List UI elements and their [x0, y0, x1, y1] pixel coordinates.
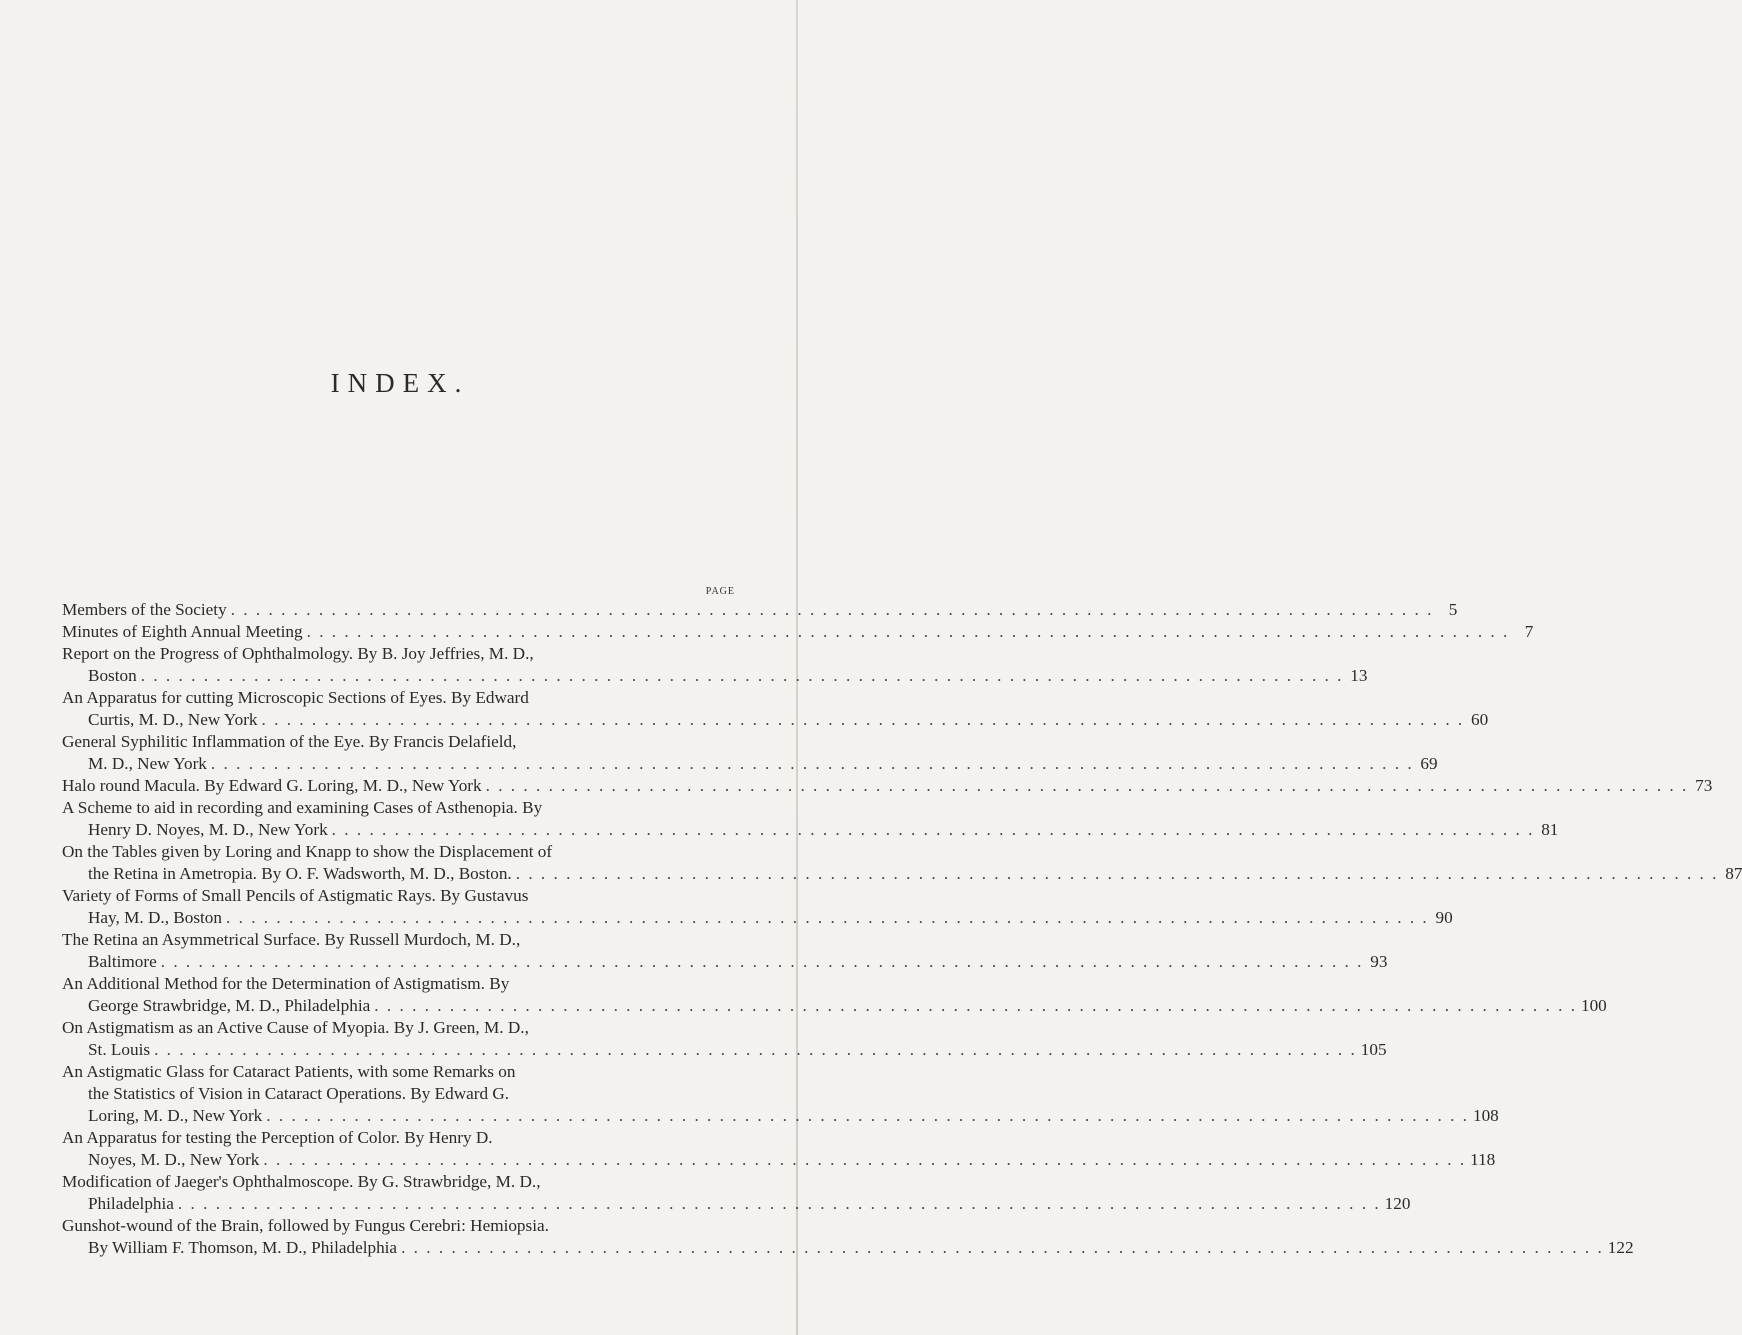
index-entry — [62, 621, 1534, 643]
entry-title: General Syphilitic Inflammation of the Eye. By Francis Delafield, — [62, 732, 517, 751]
entry-title: Report on the Progress of Ophthalmology. By B. Joy Jeffries, M. D., — [62, 644, 534, 663]
leader-dots — [332, 819, 1535, 841]
index-entry — [62, 1215, 1634, 1259]
index-entry — [62, 643, 1368, 687]
entry-page: 100 — [1580, 996, 1607, 1015]
entry-page: 87 — [1725, 864, 1742, 883]
entry-title: An Apparatus for testing the Perception of Color. By Henry D. — [62, 1128, 493, 1147]
entry-title: An Additional Method for the Determination of Astigmatism. By — [62, 974, 510, 993]
entry-author: By William F. Thomson, M. D., Philadelphia — [88, 1238, 398, 1257]
entry-page: 13 — [1350, 666, 1368, 685]
entry-title: On Astigmatism as an Active Cause of Myopia. By J. Green, M. D., — [62, 1018, 529, 1037]
leader-dots — [141, 665, 1344, 687]
page-column-label: PAGE — [705, 586, 735, 597]
index-entry — [62, 599, 1458, 621]
leader-dots — [401, 1237, 1604, 1259]
leader-dots — [262, 709, 1465, 731]
index-list — [62, 599, 1742, 1259]
entry-author: Henry D. Noyes, M. D., New York — [88, 820, 328, 839]
entry-page: 5 — [1448, 600, 1458, 619]
entry-author: M. D., New York — [88, 754, 207, 773]
index-entry — [62, 731, 1438, 775]
entry-author: Philadelphia — [88, 1194, 174, 1213]
index-entry — [62, 687, 1489, 731]
entry-title: Halo round Macula. By Edward G. Loring, M. D., New York — [62, 776, 482, 795]
entry-title: Variety of Forms of Small Pencils of Astigmatic Rays. By Gustavus — [62, 886, 529, 905]
index-entry — [62, 973, 1607, 1017]
leader-dots — [486, 775, 1689, 797]
entry-page: 122 — [1607, 1238, 1634, 1257]
entry-author: Baltimore — [88, 952, 157, 971]
index-entry — [62, 1171, 1411, 1215]
index-entry — [62, 1061, 1499, 1127]
entry-title: An Astigmatic Glass for Cataract Patients, with some Remarks on — [62, 1062, 516, 1081]
entry-author: Curtis, M. D., New York — [88, 710, 258, 729]
entry-title: Gunshot-wound of the Brain, followed by Fungus Cerebri: Hemiopsia. — [62, 1216, 549, 1235]
entry-author: the Retina in Ametropia. By O. F. Wadsworth, M. D., Boston. — [88, 864, 512, 883]
entry-page: 108 — [1472, 1106, 1499, 1125]
index-entry — [62, 1127, 1496, 1171]
index-entry — [62, 1017, 1387, 1061]
entry-page: 105 — [1360, 1040, 1387, 1059]
entry-title: A Scheme to aid in recording and examining Cases of Asthenopia. By — [62, 798, 543, 817]
entry-page: 81 — [1541, 820, 1559, 839]
page-title: INDEX. — [330, 368, 470, 398]
entry-title: Modification of Jaeger's Ophthalmoscope. By G. Strawbridge, M. D., — [62, 1172, 541, 1191]
entry-title: Minutes of Eighth Annual Meeting — [62, 622, 303, 641]
leader-dots — [266, 1105, 1469, 1127]
leader-dots — [178, 1193, 1381, 1215]
entry-page: 93 — [1370, 952, 1388, 971]
entry-page: 118 — [1470, 1150, 1496, 1169]
entry-author: George Strawbridge, M. D., Philadelphia — [88, 996, 371, 1015]
entry-page: 73 — [1695, 776, 1713, 795]
index-entry — [62, 885, 1453, 929]
entry-author: Hay, M. D., Boston — [88, 908, 222, 927]
index-entry — [62, 929, 1388, 973]
entry-page: 69 — [1420, 754, 1438, 773]
leader-dots — [516, 863, 1719, 885]
index-entry — [62, 797, 1559, 841]
entry-page: 60 — [1471, 710, 1489, 729]
leader-dots — [307, 621, 1510, 643]
leader-dots — [226, 907, 1429, 929]
entry-title-continued: the Statistics of Vision in Cataract Operations. By Edward G. — [88, 1084, 510, 1103]
entry-page: 120 — [1384, 1194, 1411, 1213]
leader-dots — [211, 753, 1414, 775]
entry-title: The Retina an Asymmetrical Surface. By Russell Murdoch, M. D., — [62, 930, 521, 949]
entry-author: Noyes, M. D., New York — [88, 1150, 260, 1169]
entry-title: On the Tables given by Loring and Knapp to show the Displacement of — [62, 842, 553, 861]
entry-page: 90 — [1435, 908, 1453, 927]
entry-author: Loring, M. D., New York — [88, 1106, 263, 1125]
entry-author: Boston — [88, 666, 137, 685]
entry-page: 7 — [1524, 622, 1534, 641]
index-entry — [62, 841, 1742, 885]
leader-dots — [231, 599, 1434, 621]
leader-dots — [374, 995, 1577, 1017]
entry-title: Members of the Society — [62, 600, 227, 619]
leader-dots — [263, 1149, 1466, 1171]
entry-title: An Apparatus for cutting Microscopic Sections of Eyes. By Edward — [62, 688, 529, 707]
entry-author: St. Louis — [88, 1040, 151, 1059]
leader-dots — [154, 1039, 1357, 1061]
index-entry — [62, 775, 1713, 797]
leader-dots — [161, 951, 1364, 973]
